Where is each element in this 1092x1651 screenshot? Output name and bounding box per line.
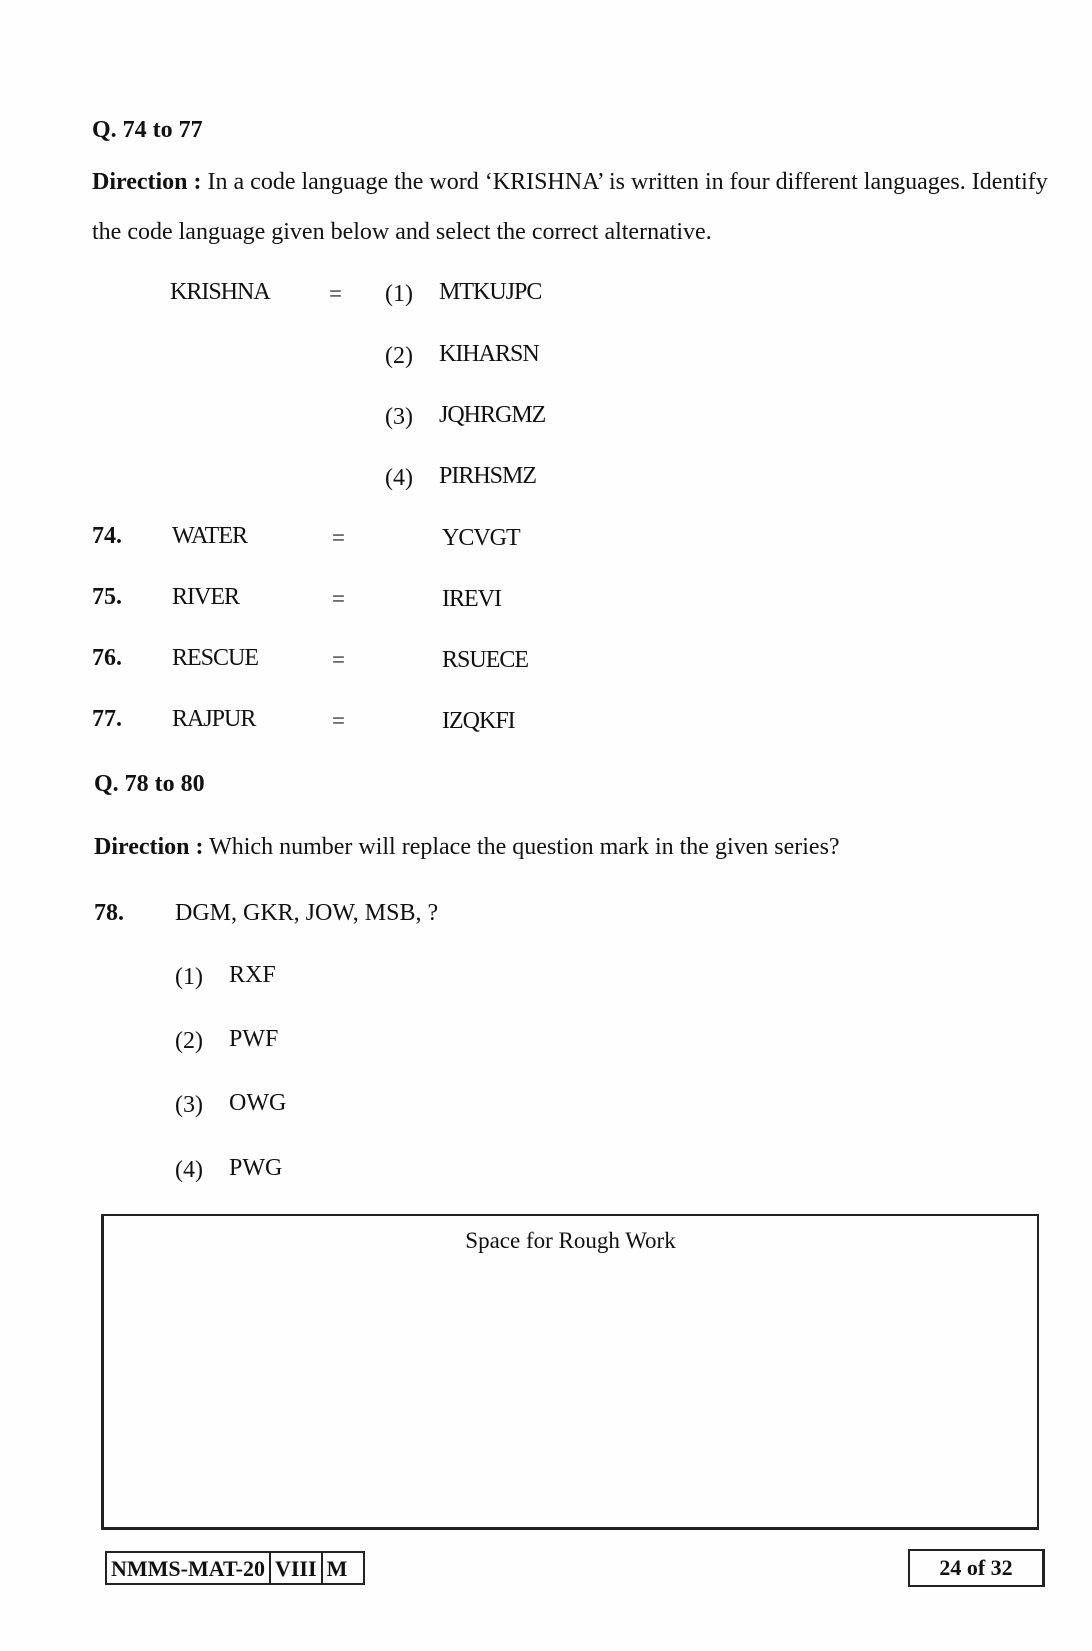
example-option-num: (3): [385, 404, 413, 430]
question-code: YCVGT: [442, 525, 520, 551]
series-option-num: (4): [175, 1157, 203, 1183]
paper-code-box: [105, 1551, 365, 1585]
direction-line-2: the code language given below and select the correct alternative.: [92, 219, 712, 245]
question-number-78: 78.: [94, 900, 124, 926]
direction-label: Direction :: [92, 169, 202, 195]
series-option-text: PWF: [229, 1026, 279, 1052]
question-number: 75.: [92, 584, 122, 610]
example-option-code: KIHARSN: [439, 341, 539, 367]
series-option-text: PWG: [229, 1155, 283, 1181]
example-option-code: MTKUJPC: [439, 279, 542, 305]
example-equals: =: [329, 281, 342, 306]
paper-code: NMMS-MAT-20: [111, 1556, 265, 1581]
direction-series-text: Which number will replace the question mark in the given series?: [203, 834, 840, 860]
question-equals: =: [332, 586, 345, 611]
question-word: RIVER: [172, 584, 239, 610]
direction-text-1: [92, 169, 1048, 196]
page-number: 24 of 32: [908, 1549, 1045, 1587]
direction-label: Direction :: [94, 834, 204, 860]
example-option-code: PIRHSMZ: [439, 463, 537, 489]
example-word: KRISHNA: [170, 279, 270, 305]
rough-work-box: [101, 1214, 1039, 1530]
question-word: RESCUE: [172, 645, 259, 671]
series-question: DGM, GKR, JOW, MSB, ?: [175, 900, 439, 926]
question-word: WATER: [172, 523, 247, 549]
question-number: 77.: [92, 706, 122, 732]
direction-line-1: In a code language the word ‘KRISHNA’ is written in four different languages. Identify: [201, 169, 1048, 195]
question-equals: =: [332, 647, 345, 672]
question-number: 76.: [92, 645, 122, 671]
question-code: RSUECE: [442, 647, 529, 673]
question-word: RAJPUR: [172, 706, 256, 732]
series-option-num: (2): [175, 1028, 203, 1054]
question-code: IREVI: [442, 586, 501, 612]
section-heading-74-77: Q. 74 to 77: [92, 117, 203, 143]
series-option-num: (1): [175, 964, 203, 990]
question-equals: =: [332, 708, 345, 733]
series-option-text: OWG: [229, 1090, 287, 1116]
question-code: IZQKFI: [442, 708, 515, 734]
section-heading-78-80: Q. 78 to 80: [94, 771, 205, 797]
rough-work-title: Space for Rough Work: [465, 1228, 676, 1253]
example-option-num: (1): [385, 281, 413, 307]
example-option-num: (2): [385, 343, 413, 369]
question-equals: =: [332, 525, 345, 550]
example-option-code: JQHRGMZ: [439, 402, 546, 428]
class-code: VIII: [269, 1553, 321, 1583]
question-number: 74.: [92, 523, 122, 549]
series-option-text: RXF: [229, 962, 276, 988]
series-option-num: (3): [175, 1092, 203, 1118]
direction-text-2: [94, 834, 840, 861]
example-option-num: (4): [385, 465, 413, 491]
medium-code: M: [321, 1553, 364, 1583]
